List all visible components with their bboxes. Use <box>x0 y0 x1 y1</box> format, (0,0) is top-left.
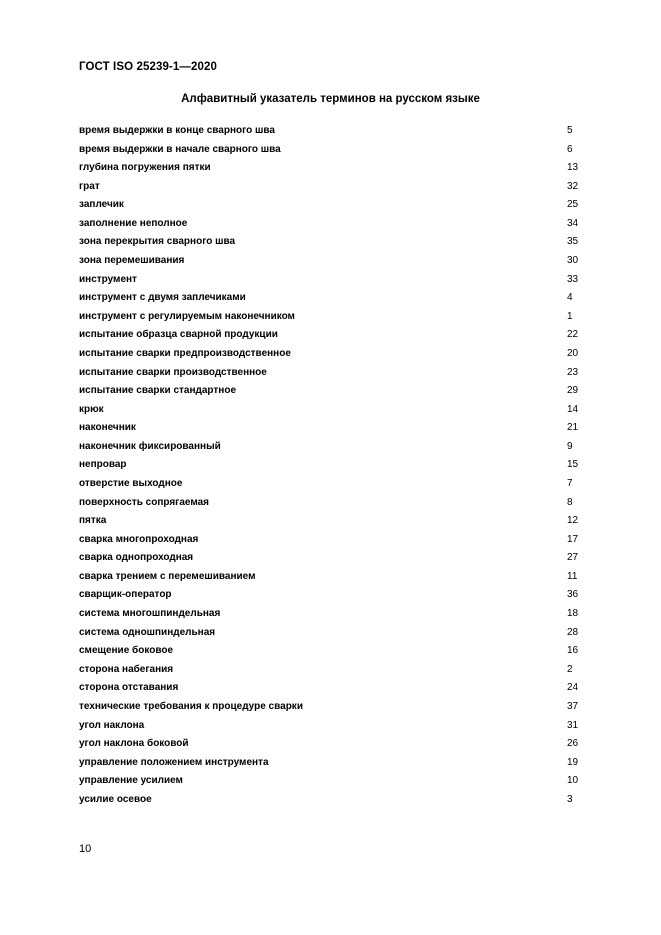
index-entry <box>79 382 599 401</box>
index-entry <box>79 456 599 475</box>
index-number: 21 <box>567 422 579 434</box>
index-entry <box>79 196 599 215</box>
index-entry <box>79 326 599 345</box>
index-term: угол наклона <box>79 719 145 731</box>
index-entry <box>79 364 599 383</box>
index-number: 14 <box>567 403 579 415</box>
index-term: сварка однопроходная <box>79 552 194 564</box>
index-term: сторона отставания <box>79 682 179 694</box>
index-number: 35 <box>567 236 579 248</box>
index-entry <box>79 642 599 661</box>
index-entry <box>79 624 599 643</box>
document-code: ГОСТ ISO 25239-1—2020 <box>79 61 217 73</box>
index-number: 15 <box>567 459 579 471</box>
index-term: время выдержки в конце сварного шва <box>79 125 275 136</box>
index-term: заплечик <box>79 199 124 211</box>
index-term: пятка <box>79 515 107 527</box>
index-entry <box>79 308 599 327</box>
index-number: 7 <box>567 477 573 489</box>
index-number: 16 <box>567 645 579 657</box>
index-entry <box>79 159 599 178</box>
index-number: 6 <box>567 143 573 155</box>
index-term: сварщик-оператор <box>79 589 172 601</box>
index-term: инструмент <box>79 273 137 285</box>
index-number: 3 <box>567 793 573 805</box>
index-entry <box>79 122 599 141</box>
index-number: 20 <box>567 347 579 359</box>
index-number: 22 <box>567 329 579 341</box>
index-term: смещение боковое <box>79 645 173 657</box>
index-number: 33 <box>567 273 579 285</box>
index-term: отверстие выходное <box>79 477 183 489</box>
index-entry <box>79 754 599 773</box>
index-number: 25 <box>567 199 579 211</box>
index-entry <box>79 772 599 791</box>
index-title: Алфавитный указатель терминов на русском языке <box>181 93 480 105</box>
index-entry <box>79 271 599 290</box>
index-entry <box>79 438 599 457</box>
index-term: инструмент с регулируемым наконечником <box>79 310 295 322</box>
index-number: 37 <box>567 700 579 712</box>
index-number: 34 <box>567 217 579 229</box>
index-term: испытание сварки стандартное <box>79 385 237 397</box>
page-number: 10 <box>79 843 92 855</box>
index-number: 18 <box>567 608 579 620</box>
index-entry <box>79 215 599 234</box>
index-entry <box>79 717 599 736</box>
index-entry <box>79 679 599 698</box>
index-entry <box>79 735 599 754</box>
index-number: 32 <box>567 180 579 192</box>
index-entry <box>79 549 599 568</box>
index-term: сварка трением с перемешиванием <box>79 570 256 582</box>
index-term: наконечник фиксированный <box>79 440 221 452</box>
index-term: зона перекрытия сварного шва <box>79 236 236 248</box>
index-number: 24 <box>567 682 579 694</box>
index-number: 1 <box>567 310 573 322</box>
index-entry <box>79 141 599 160</box>
index-number: 26 <box>567 738 579 750</box>
index-term: инструмент с двумя заплечиками <box>79 292 246 304</box>
index-term: усилие осевое <box>79 793 152 805</box>
index-term: сторона набегания <box>79 663 174 675</box>
index-term: испытание образца сварной продукции <box>79 329 278 341</box>
index-entry <box>79 178 599 197</box>
index-entry <box>79 605 599 624</box>
index-entry <box>79 661 599 680</box>
index-number: 17 <box>567 533 579 545</box>
index-number: 29 <box>567 385 579 397</box>
index-entry <box>79 345 599 364</box>
index-term: поверхность сопрягаемая <box>79 496 210 508</box>
index-number: 9 <box>567 440 573 452</box>
index-number: 5 <box>567 125 573 136</box>
index-number: 19 <box>567 756 579 768</box>
index-entry <box>79 494 599 513</box>
index-entry <box>79 475 599 494</box>
index-number: 27 <box>567 552 579 564</box>
index-entry <box>79 233 599 252</box>
index-entry <box>79 531 599 550</box>
index-term: технические требования к процедуре сварки <box>79 700 303 712</box>
index-entry <box>79 568 599 587</box>
index-number: 12 <box>567 515 579 527</box>
index-term: крюк <box>79 403 104 415</box>
index-number: 10 <box>567 775 579 787</box>
index-term: сварка многопроходная <box>79 533 199 545</box>
index-entry <box>79 252 599 271</box>
index-term: время выдержки в начале сварного шва <box>79 143 281 155</box>
index-term: испытание сварки предпроизводственное <box>79 347 291 359</box>
index-number: 30 <box>567 255 579 267</box>
index-term: зона перемешивания <box>79 255 185 267</box>
index-number: 31 <box>567 719 579 731</box>
index-entry <box>79 791 599 810</box>
index-number: 28 <box>567 626 579 638</box>
index-term: система многошпиндельная <box>79 608 221 620</box>
index-number: 4 <box>567 292 573 304</box>
index-term: система одношпиндельная <box>79 626 216 638</box>
index-entry <box>79 512 599 531</box>
index-number: 11 <box>567 570 578 582</box>
index-entry <box>79 289 599 308</box>
index-entry <box>79 698 599 717</box>
term-index-list <box>79 122 599 809</box>
index-term: управление усилием <box>79 775 183 787</box>
index-number: 23 <box>567 366 579 378</box>
index-term: угол наклона боковой <box>79 738 189 750</box>
index-term: грат <box>79 180 100 192</box>
index-term: наконечник <box>79 422 136 434</box>
index-term: непровар <box>79 459 127 471</box>
index-number: 8 <box>567 496 573 508</box>
index-number: 2 <box>567 663 573 675</box>
index-term: заполнение неполное <box>79 217 188 229</box>
index-number: 36 <box>567 589 579 601</box>
index-term: испытание сварки производственное <box>79 366 267 378</box>
index-term: глубина погружения пятки <box>79 162 211 174</box>
index-number: 13 <box>567 162 579 174</box>
index-entry <box>79 586 599 605</box>
index-entry <box>79 401 599 420</box>
index-entry <box>79 419 599 438</box>
index-term: управление положением инструмента <box>79 756 269 768</box>
